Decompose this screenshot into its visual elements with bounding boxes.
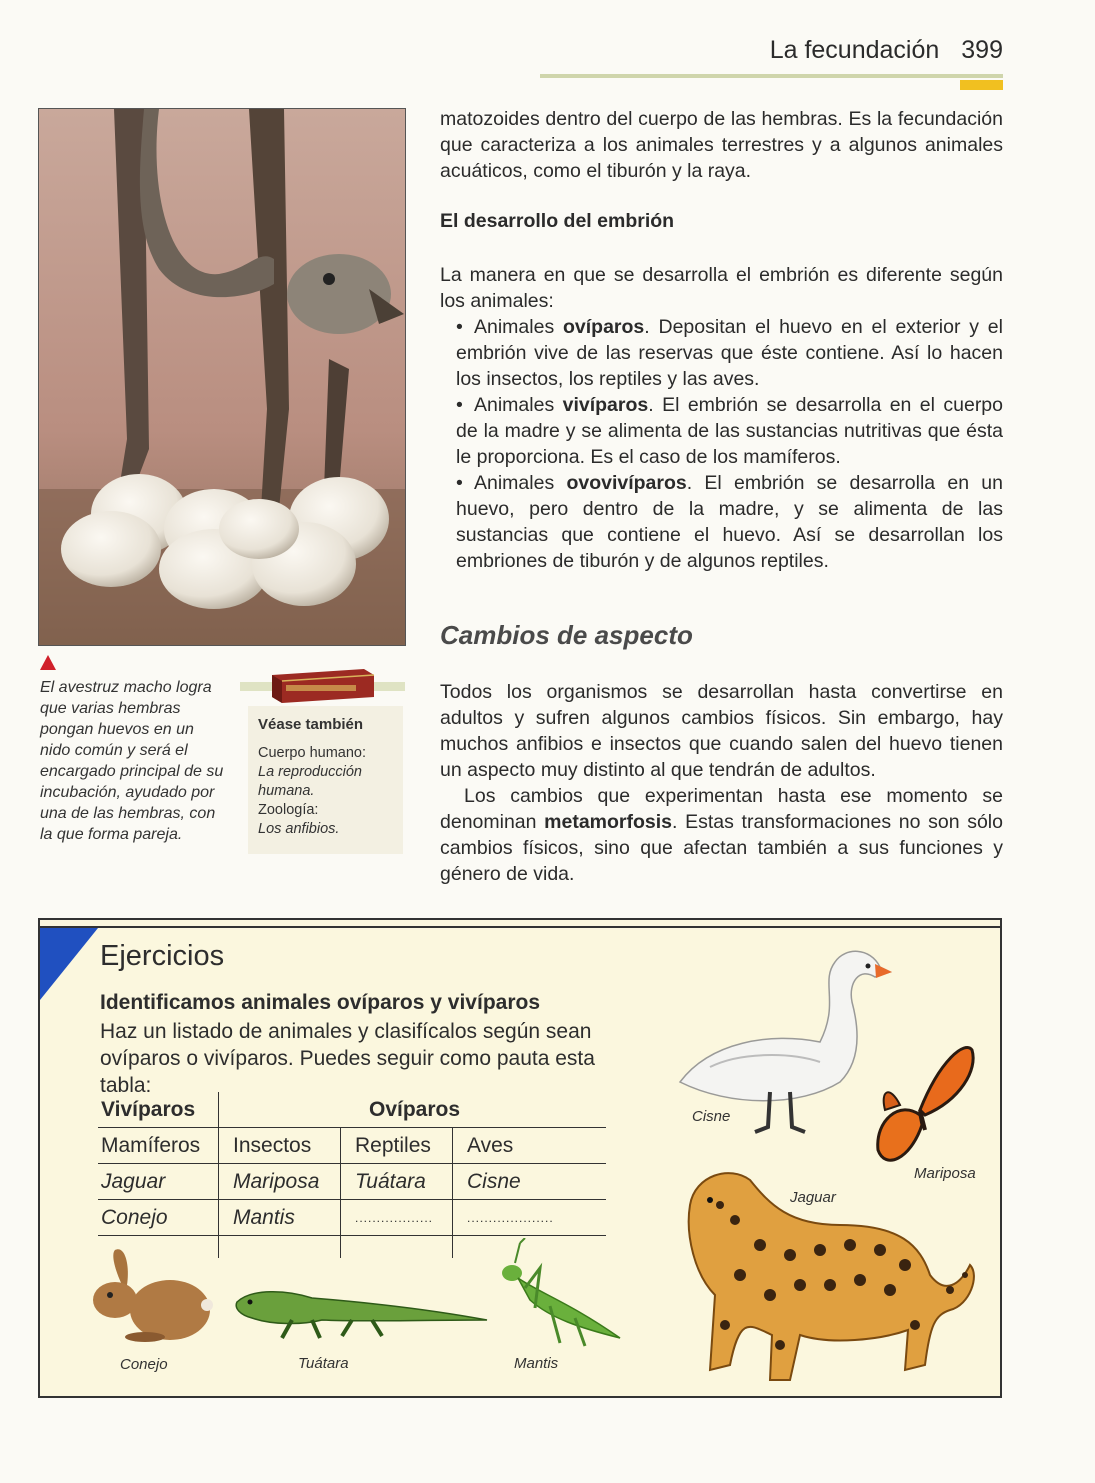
see-also-link[interactable]: Los anfibios. <box>258 821 340 837</box>
page-number: 399 <box>961 36 1003 64</box>
table-cell: Tuátara <box>341 1164 453 1200</box>
table-cell: Jaguar <box>98 1164 219 1200</box>
embryo-intro: La manera en que se desarrolla el embrión es diferente según los animales: <box>440 264 1003 312</box>
classification-table <box>98 1092 606 1258</box>
photo-caption: El avestruz macho logra que varias hembras pongan huevos en un nido común y será el encargado principal de su incubación, ayudado por una de las hembras, con la que forma pareja. <box>40 679 224 843</box>
term-ovoviviparos: ovovivíparos <box>566 472 687 494</box>
header-viviparos: Vivíparos <box>98 1092 219 1128</box>
term-viviparos: vivíparos <box>562 394 649 416</box>
label-conejo: Conejo <box>120 1356 168 1373</box>
table-cell: Mariposa <box>219 1164 341 1200</box>
rabbit-icon <box>85 1245 215 1345</box>
header-oviparos: Ovíparos <box>219 1092 607 1128</box>
exercises-title: Ejercicios <box>100 940 225 972</box>
bullet-viviparos: • Animales vivíparos. El embrión se desarrolla en el cuerpo de la madre y se alimenta de las sustancias nutritivas que ésta le proporciona. Es el caso de los mamíferos. <box>456 394 1003 468</box>
tuatara-icon <box>232 1280 492 1342</box>
table-cell <box>341 1236 453 1259</box>
table-cell <box>219 1236 341 1259</box>
table-cell: Reptiles <box>341 1128 453 1164</box>
label-tuatara: Tuátara <box>298 1355 349 1372</box>
section-title-cambios: Cambios de aspecto <box>440 620 693 650</box>
see-also-link[interactable]: La reproducción humana. <box>258 764 362 799</box>
label-mariposa: Mariposa <box>914 1165 976 1182</box>
table-cell: Conejo <box>98 1200 219 1236</box>
table-row <box>98 1164 606 1200</box>
label-cisne: Cisne <box>692 1108 731 1125</box>
exercises-instructions: Haz un listado de animales y clasifícalos según sean ovíparos o vivíparos. Puedes seguir como pauta esta tabla: <box>100 1020 595 1097</box>
bullet-oviparos: • Animales ovíparos. Depositan el huevo en el exterior y el embrión vive de las reservas que éste contiene. Así lo hacen los insectos, los reptiles y las aves. <box>456 316 1003 390</box>
table-row <box>98 1128 606 1164</box>
exercise-corner-icon <box>40 928 100 1000</box>
caption-arrow-icon <box>40 655 56 670</box>
book-icon <box>268 665 376 705</box>
table-cell: Cisne <box>453 1164 607 1200</box>
bullet-ovoviviparos: • Animales ovovivíparos. El embrión se desarrolla en un huevo, pero dentro de la madre, y se alimenta de las sustancias que contiene el huevo. Así se desarrollan los embriones de tiburón y de algunos reptiles. <box>456 472 1003 572</box>
label-mantis: Mantis <box>514 1355 559 1372</box>
see-also-item: Cuerpo humano: <box>258 745 367 761</box>
table-blank-cell[interactable]: .................. <box>341 1200 453 1236</box>
embryo-heading: El desarrollo del embrión <box>440 210 675 232</box>
see-also-item: Zoología: <box>258 802 319 818</box>
header-accent-bar <box>960 80 1003 90</box>
exercises-subtitle: Identificamos animales ovíparos y vivíparos <box>100 991 541 1014</box>
chapter-title: La fecundación <box>769 36 940 64</box>
see-also-title: Véase también <box>258 716 364 733</box>
changes-paragraph-1: Todos los organismos se desarrollan hasta convertirse en adultos y sufren algunos cambios físicos. Sin embargo, hay muchos anfibios e insectos que cuando salen del huevo tienen un aspecto muy distinto al que tendrán de adultos. <box>440 681 1003 781</box>
header-rule <box>540 74 1003 78</box>
changes-paragraph-2: Los cambios que experimentan hasta ese momento se denominan metamorfosis. Estas transformaciones no son sólo cambios físicos, sino que afectan también a sus funciones y género de vida. <box>440 785 1003 885</box>
exercises-top-line <box>38 926 1002 928</box>
table-cell: Aves <box>453 1128 607 1164</box>
label-jaguar: Jaguar <box>790 1189 836 1206</box>
table-cell: Mantis <box>219 1200 341 1236</box>
term-metamorfosis: metamorfosis <box>544 811 673 833</box>
mantis-icon <box>490 1238 630 1348</box>
see-also-list <box>258 744 388 839</box>
table-header-row <box>98 1092 606 1128</box>
ostrich-photo <box>38 108 406 646</box>
table-row <box>98 1200 606 1236</box>
table-blank-cell[interactable]: .................... <box>453 1200 607 1236</box>
table-cell: Insectos <box>219 1128 341 1164</box>
term-oviparos: ovíparos <box>563 316 645 338</box>
butterfly-icon <box>870 1040 980 1175</box>
table-cell: Mamíferos <box>98 1128 219 1164</box>
intro-paragraph: matozoides dentro del cuerpo de las hembras. Es la fecundación que caracteriza a los animales terrestres y a algunos animales acuáticos, como el tiburón y la raya. <box>440 108 1003 182</box>
page-header <box>770 36 1003 65</box>
